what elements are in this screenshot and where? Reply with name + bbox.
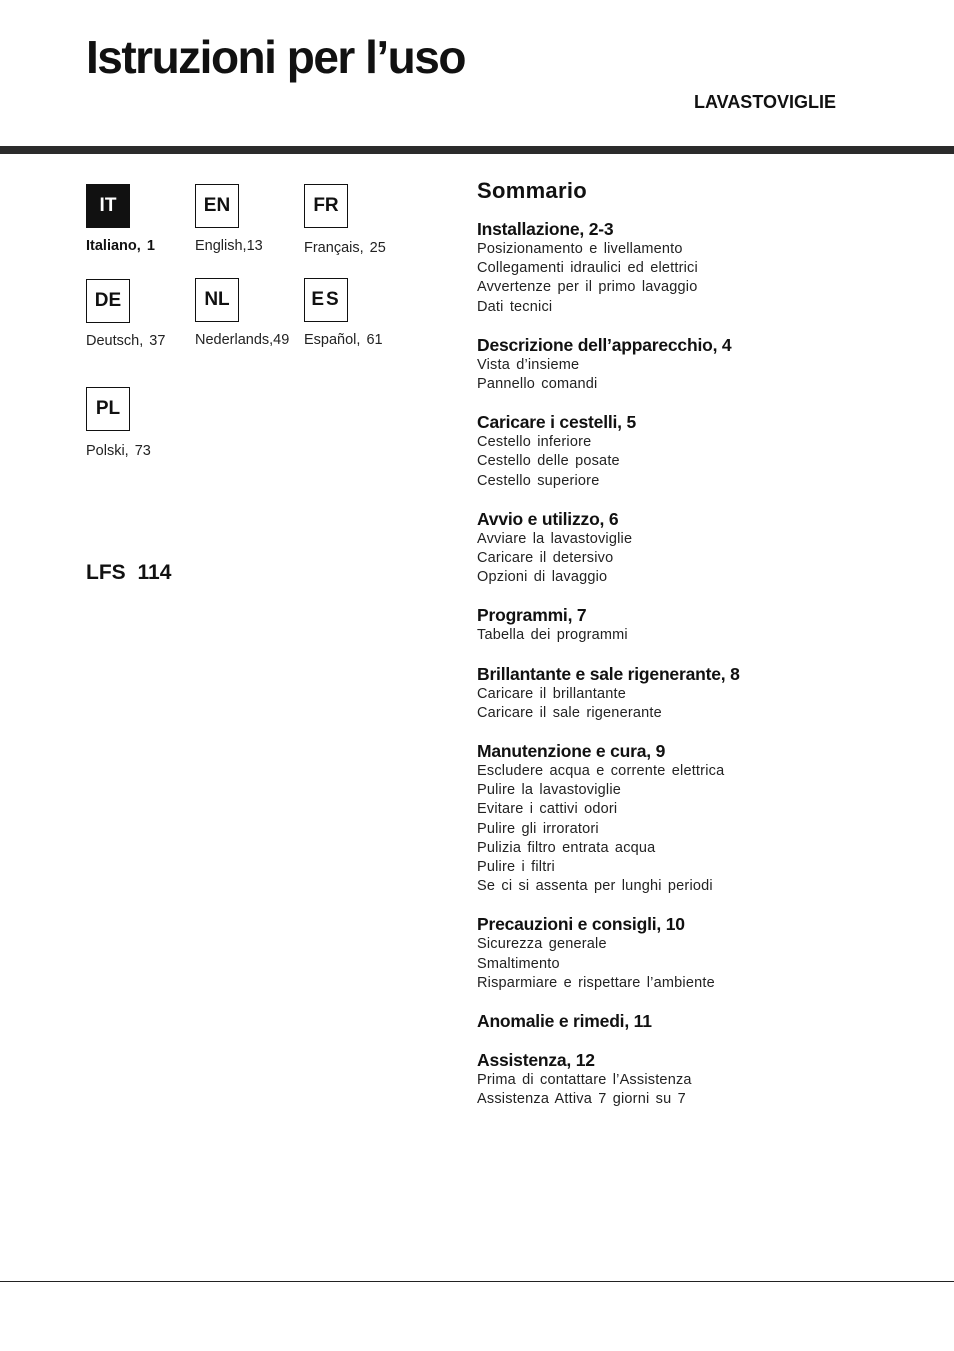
toc-section-title[interactable]: Precauzioni e consigli, 10 <box>477 914 685 935</box>
language-code-box[interactable]: FR <box>304 184 348 228</box>
toc-section <box>477 740 917 896</box>
toc-section-title[interactable]: Avvio e utilizzo, 6 <box>477 508 619 529</box>
page-title: Istruzioni per l’uso <box>86 31 465 83</box>
toc-section <box>477 508 917 588</box>
toc-section-item[interactable]: Pulire i filtri <box>477 859 555 876</box>
header-divider <box>0 146 954 154</box>
toc-section-item[interactable]: Assistenza Attiva 7 giorni su 7 <box>477 1091 686 1108</box>
toc-section-title[interactable]: Descrizione dell’apparecchio, 4 <box>477 334 732 355</box>
toc-section <box>477 1049 917 1109</box>
toc-section-title[interactable]: Installazione, 2-3 <box>477 219 614 239</box>
toc-sections <box>477 218 917 1109</box>
toc-section-item[interactable]: Pulizia filtro entrata acqua <box>477 839 656 856</box>
toc-section-item[interactable]: Opzioni di lavaggio <box>477 569 608 586</box>
toc-section-item[interactable]: Posizionamento e livellamento <box>477 241 683 257</box>
language-code-box[interactable]: ES <box>304 278 348 322</box>
product-category: LAVASTOVIGLIE <box>693 92 836 112</box>
language-en[interactable] <box>195 184 305 254</box>
language-label: Polski, 73 <box>86 443 151 459</box>
toc-section-item[interactable]: Cestello delle posate <box>477 453 620 470</box>
language-it[interactable] <box>86 184 196 254</box>
toc-section-item[interactable]: Se ci si assenta per lunghi periodi <box>477 878 713 895</box>
toc-section-title[interactable]: Manutenzione e cura, 9 <box>477 741 666 762</box>
toc-section-item[interactable]: Pulire gli irroratori <box>477 820 599 837</box>
toc-heading: Sommario <box>477 178 587 203</box>
language-label: Español, 61 <box>304 332 383 348</box>
toc-section-item[interactable]: Sicurezza generale <box>477 936 607 953</box>
toc-section-item[interactable]: Pannello comandi <box>477 376 598 393</box>
toc-section-item[interactable]: Vista d’insieme <box>477 356 580 373</box>
toc-section <box>477 663 917 723</box>
toc-section-item[interactable]: Escludere acqua e corrente elettrica <box>477 763 725 780</box>
language-code-box[interactable]: EN <box>195 184 239 228</box>
toc-section-item[interactable]: Pulire la lavastoviglie <box>477 782 621 799</box>
language-es[interactable] <box>304 278 414 348</box>
toc-section-title[interactable]: Assistenza, 12 <box>477 1050 595 1071</box>
model-number: LFS 114 <box>86 561 172 584</box>
toc-section-item[interactable]: Caricare il sale rigenerante <box>477 704 662 721</box>
toc-section-item[interactable]: Cestello superiore <box>477 472 600 489</box>
toc-section <box>477 411 917 491</box>
toc-section-item[interactable]: Avviare la lavastoviglie <box>477 530 633 547</box>
language-label: English,13 <box>195 238 263 254</box>
toc-section-title[interactable]: Programmi, 7 <box>477 605 587 626</box>
toc-section-item[interactable]: Dati tecnici <box>477 298 553 315</box>
toc-section-item[interactable]: Collegamenti idraulici ed elettrici <box>477 260 698 277</box>
language-code-box[interactable]: NL <box>195 278 239 322</box>
language-pl[interactable] <box>86 387 196 459</box>
language-label: Français, 25 <box>304 240 386 256</box>
toc-section-item[interactable]: Caricare il detersivo <box>477 550 614 567</box>
language-nl[interactable] <box>195 278 305 348</box>
toc-section-title[interactable]: Brillantante e sale rigenerante, 8 <box>477 663 740 684</box>
language-code-box[interactable]: PL <box>86 387 130 431</box>
language-fr[interactable] <box>304 184 414 256</box>
footer-divider <box>0 1281 954 1282</box>
toc-section <box>477 604 917 645</box>
language-de[interactable] <box>86 279 196 349</box>
language-code-box[interactable]: DE <box>86 279 130 323</box>
toc-section-item[interactable]: Cestello inferiore <box>477 434 592 451</box>
language-label: Deutsch, 37 <box>86 333 166 349</box>
toc-section <box>477 334 917 394</box>
toc-section-title[interactable]: Caricare i cestelli, 5 <box>477 412 637 433</box>
toc-section-item[interactable]: Caricare il brillantante <box>477 685 627 702</box>
toc-section-item[interactable]: Smaltimento <box>477 955 560 972</box>
toc-section-item[interactable]: Prima di contattare l’Assistenza <box>477 1072 692 1089</box>
language-label: Nederlands,49 <box>195 332 290 348</box>
toc-section-item[interactable]: Tabella dei programmi <box>477 627 628 644</box>
toc-section-item[interactable]: Avvertenze per il primo lavaggio <box>477 279 698 296</box>
table-of-contents <box>477 178 917 1126</box>
toc-section-title[interactable]: Anomalie e rimedi, 11 <box>477 1011 652 1032</box>
toc-section <box>477 1010 917 1032</box>
language-code-box[interactable]: IT <box>86 184 130 228</box>
toc-section-item[interactable]: Risparmiare e rispettare l’ambiente <box>477 974 715 991</box>
toc-section <box>477 218 917 317</box>
toc-section <box>477 913 917 993</box>
toc-section-item[interactable]: Evitare i cattivi odori <box>477 801 618 818</box>
language-label: Italiano, 1 <box>86 238 155 254</box>
